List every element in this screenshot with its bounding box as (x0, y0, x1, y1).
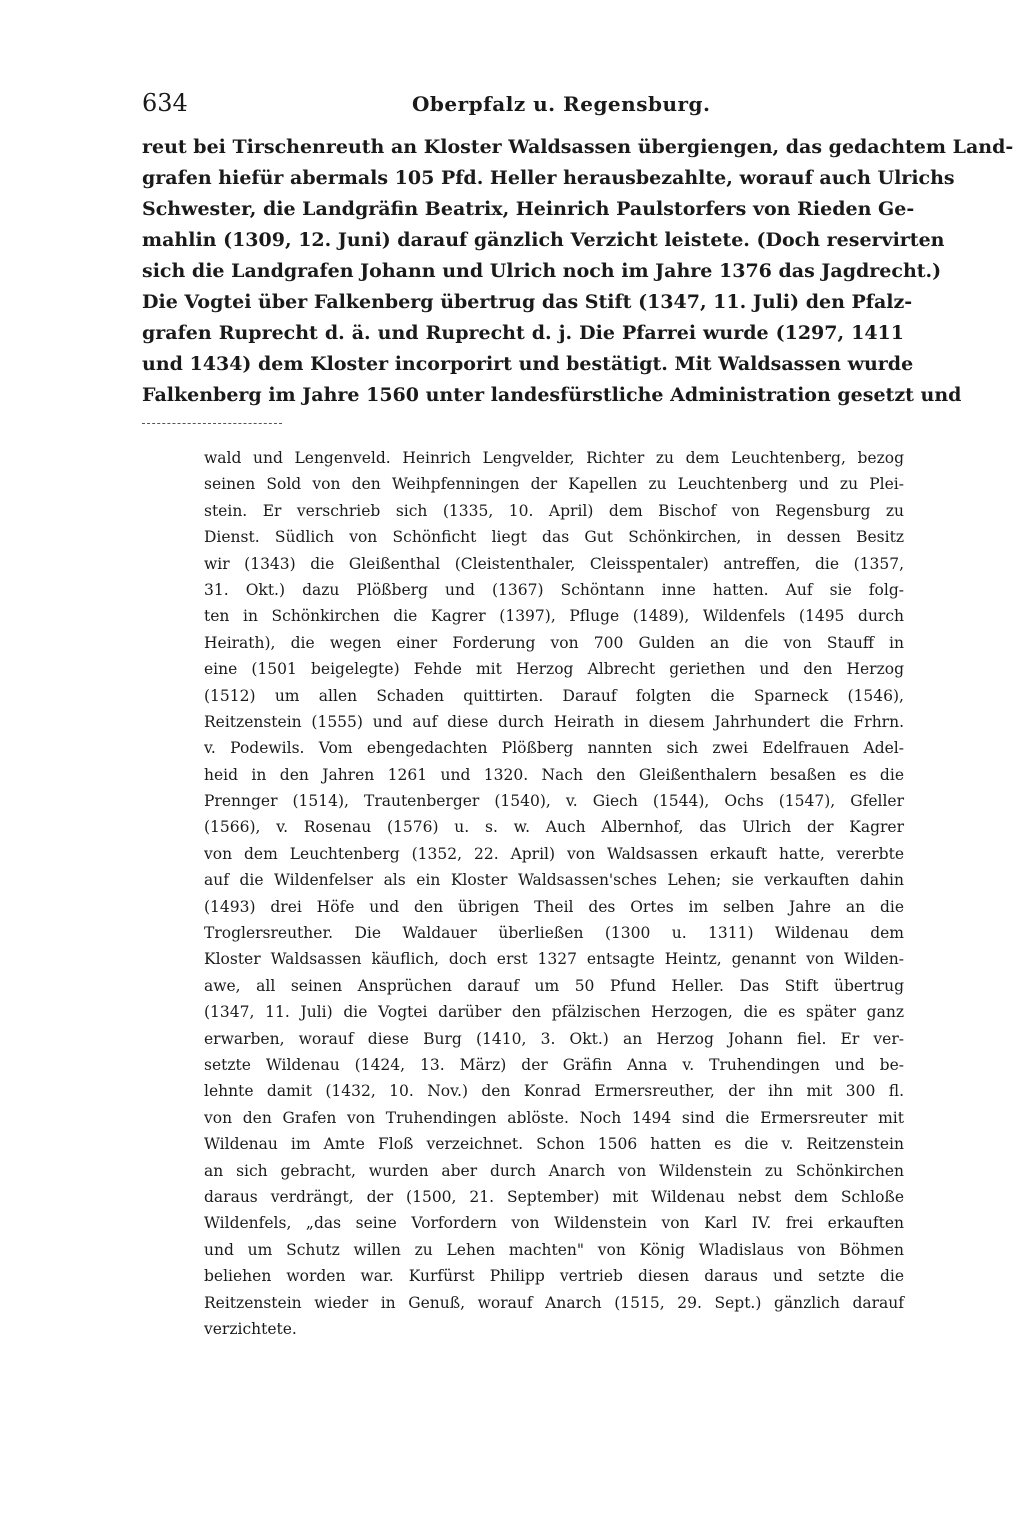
footnote-line: Reitzenstein (1555) und auf diese durch Heirath in diesem Jahrhundert die Frhrn. (204, 712, 904, 731)
main-text-block (142, 132, 1013, 411)
main-text-line: Die Vogtei über Falkenberg übertrug das Stift (1347, 11. Juli) den Pfalz- (142, 291, 913, 313)
footnote-line: 31. Okt.) dazu Plößberg und (1367) Schöntann inne hatten. Auf sie folg- (204, 580, 904, 599)
main-text-line: Falkenberg im Jahre 1560 unter landesfürstliche Administration gesetzt und (142, 384, 962, 406)
footnote-line: lehnte damit (1432, 10. Nov.) den Konrad Ermersreuther, der ihn mit 300 fl. (204, 1082, 904, 1101)
footnote-line: wald und Lengenveld. Heinrich Lengvelder, Richter zu dem Leuchtenberg, bezog (204, 449, 904, 467)
footnote-line: Wildenau im Amte Floß verzeichnet. Schon 1506 hatten es die v. Reitzenstein (204, 1135, 904, 1154)
main-text-line: Schwester, die Landgräfin Beatrix, Heinrich Paulstorfers von Rieden Ge- (142, 198, 915, 220)
page-number: 634 (142, 89, 188, 117)
footnote-line: (1347, 11. Juli) die Vogtei darüber den pfälzischen Herzogen, die es später ganz (204, 1003, 904, 1022)
footnote-line: Heirath), die wegen einer Forderung von 700 Gulden an die von Stauff in (204, 633, 904, 652)
footnote-line: an sich gebracht, wurden aber durch Anarch von Wildenstein zu Schönkirchen (204, 1161, 904, 1180)
footnote-line: awe, all seinen Ansprüchen darauf um 50 Pfund Heller. Das Stift übertrug (204, 976, 904, 995)
footnote-line: Wildenfels, „das seine Vorfordern von Wildenstein von Karl IV. frei erkauften (204, 1214, 904, 1233)
running-title: Oberpfalz u. Regensburg. (412, 92, 711, 116)
footnote-line: (1512) um allen Schaden quittirten. Darauf folgten die Sparneck (1546), (204, 686, 904, 705)
footnote-line: daraus verdrängt, der (1500, 21. September) mit Wildenau nebst dem Schloße (204, 1187, 904, 1206)
footnote-line: verzichtete. (204, 1319, 297, 1338)
footnote-block (204, 445, 904, 1342)
footnote-line: erwarben, worauf diese Burg (1410, 3. Okt.) an Herzog Johann fiel. Er ver- (204, 1029, 904, 1048)
footnote-line: Prennger (1514), Trautenberger (1540), v. Giech (1544), Ochs (1547), Gfeller (204, 792, 904, 811)
main-text-line: sich die Landgrafen Johann und Ulrich noch im Jahre 1376 das Jagdrecht.) (142, 260, 942, 282)
main-text-line: mahlin (1309, 12. Juni) darauf gänzlich Verzicht leistete. (Doch reservirten (142, 229, 945, 251)
footnote-line: Kloster Waldsassen käuflich, doch erst 1327 entsagte Heintz, genannt von Wilden- (204, 950, 904, 969)
footnote-line: wir (1343) die Gleißenthal (Cleistenthaler, Cleisspentaler) antreffen, die (1357, (204, 554, 904, 573)
footnote-line: setzte Wildenau (1424, 13. März) der Gräfin Anna v. Truhendingen und be- (204, 1055, 904, 1074)
main-text-line: grafen hiefür abermals 105 Pfd. Heller herausbezahlte, worauf auch Ulrichs (142, 167, 955, 189)
footnote-line: seinen Sold von den Weihpfenningen der Kapellen zu Leuchtenberg und zu Plei- (204, 475, 904, 494)
footnote-line: stein. Er verschrieb sich (1335, 10. April) dem Bischof von Regensburg zu (204, 501, 904, 520)
footnote-line: eine (1501 beigelegte) Fehde mit Herzog Albrecht geriethen und den Herzog (204, 660, 904, 679)
footnote-line: ten in Schönkirchen die Kagrer (1397), Pfluge (1489), Wildenfels (1495 durch (204, 607, 904, 626)
footnote-line: beliehen worden war. Kurfürst Philipp vertrieb diesen daraus und setzte die (204, 1267, 904, 1286)
main-text-line: reut bei Tirschenreuth an Kloster Waldsassen übergiengen, das gedachtem Land- (142, 136, 1013, 158)
footnote-line: v. Podewils. Vom ebengedachten Plößberg nannten sich zwei Edelfrauen Adel- (204, 739, 904, 758)
footnote-line: auf die Wildenfelser als ein Kloster Waldsassen'sches Lehen; sie verkauften dahin (204, 871, 904, 890)
footnote-line: von dem Leuchtenberg (1352, 22. April) von Waldsassen erkauft hatte, vererbte (204, 844, 904, 863)
main-text-line: und 1434) dem Kloster incorporirt und bestätigt. Mit Waldsassen wurde (142, 353, 914, 375)
footnote-line: Troglersreuther. Die Waldauer überließen (1300 u. 1311) Wildenau dem (204, 924, 904, 943)
footnote-line: (1493) drei Höfe und den übrigen Theil des Ortes im selben Jahre an die (204, 897, 904, 916)
page-header (142, 88, 904, 122)
footnote-line: von den Grafen von Truhendingen ablöste. Noch 1494 sind die Ermersreuter mit (204, 1108, 904, 1127)
footnote-line: Dienst. Südlich von Schönficht liegt das Gut Schönkirchen, in dessen Besitz (204, 528, 904, 547)
footnote-line: (1566), v. Rosenau (1576) u. s. w. Auch Albernhof, das Ulrich der Kagrer (204, 818, 904, 837)
footnote-line: und um Schutz willen zu Lehen machten" von König Wladislaus von Böhmen (204, 1240, 904, 1259)
footnote-separator (142, 423, 282, 424)
footnote-line: Reitzenstein wieder in Genuß, worauf Anarch (1515, 29. Sept.) gänzlich darauf (204, 1293, 904, 1312)
footnote-line: heid in den Jahren 1261 und 1320. Nach den Gleißenthalern besaßen es die (204, 765, 904, 784)
main-text-line: grafen Ruprecht d. ä. und Ruprecht d. j. Die Pfarrei wurde (1297, 1411 (142, 322, 904, 344)
